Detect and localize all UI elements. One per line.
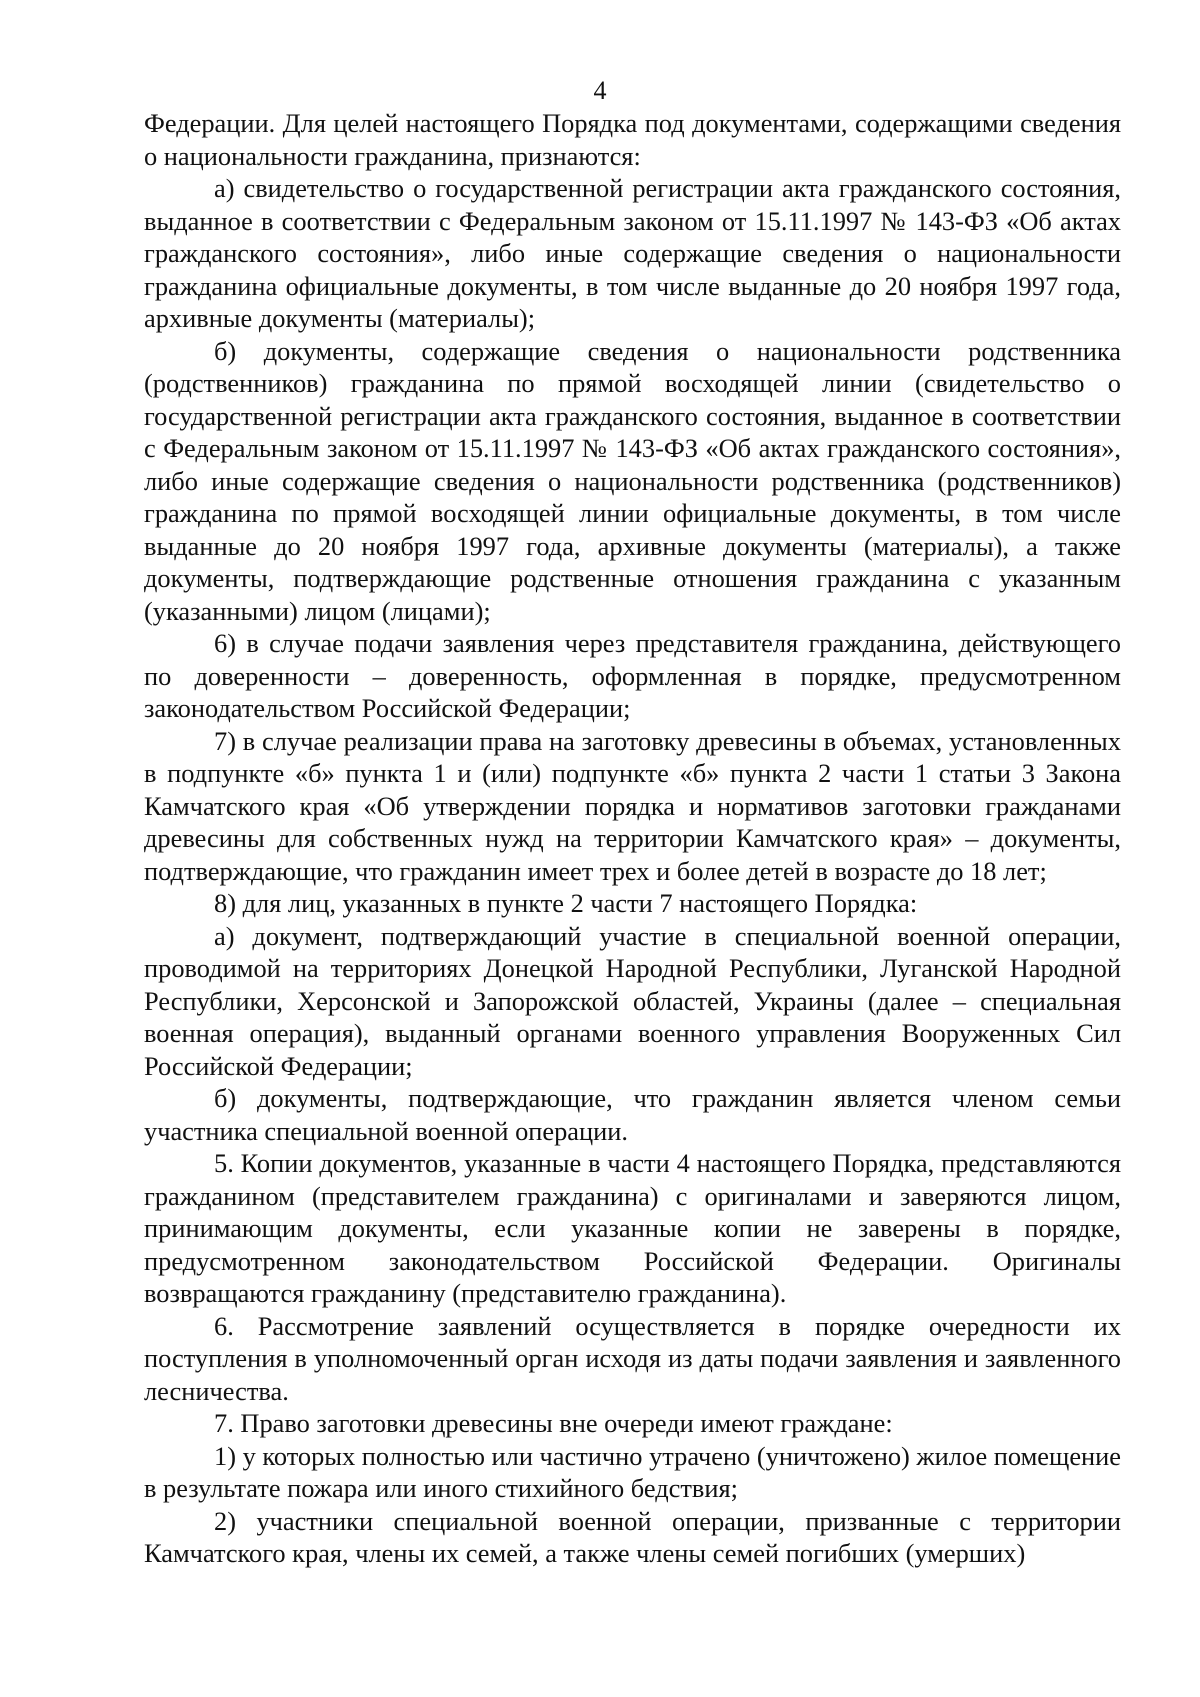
paragraph-subitem-a-birth-certificate: а) свидетельство о государственной регистрации акта гражданского состояния, выданное в соответствии с Федеральным законом от 15.11.1997 № 143-ФЗ «Об актах гражданского состояния», либо иные содержащие сведения о национальности гражданина официальные документы, в том числе выданные до 20 ноября 1997 года, архивные документы (материалы); [144, 173, 1121, 333]
paragraph-priority-item-2-svo-participants: 2) участники специальной военной операции, призванные с территории Камчатского края, члены их семей, а также члены семей погибших (умерших) [144, 1505, 1121, 1568]
paragraph-item-6-power-of-attorney: 6) в случае подачи заявления через представителя гражданина, действующего по доверенности – доверенность, оформленная в порядке, предусмотренном законодательством Российской Федерации; [144, 628, 1121, 723]
paragraph-item-7-large-family: 7) в случае реализации права на заготовку древесины в объемах, установленных в подпункте «б» пункта 1 и (или) подпункте «б» пункта 2 части 1 статьи 3 Закона Камчатского края «Об утверждении порядка и нормативов заготовки гражданами древесины для собственных нужд на территории Камчатского края» – документы, подтверждающие, что гражданин имеет трех и более детей в возрасте до 18 лет; [144, 725, 1121, 886]
paragraph-continuation: Федерации. Для целей настоящего Порядка под документами, содержащими сведения о национальности гражданина, признаются: [144, 108, 1121, 171]
paragraph-section-5-copies: 5. Копии документов, указанные в части 4 настоящего Порядка, представляются гражданином (представителем гражданина) с оригиналами и заверяются лицом, принимающим документы, если указанные копии не заверены в порядке, предусмотренном законодательством Российской Федерации. Оригиналы возвращаются гражданину (представителю гражданина). [144, 1148, 1121, 1308]
paragraph-item-8-svo-persons: 8) для лиц, указанных в пункте 2 части 7 настоящего Порядка: [214, 888, 918, 918]
paragraph-priority-item-1-lost-housing: 1) у которых полностью или частично утрачено (уничтожено) жилое помещение в результате пожара или иного стихийного бедствия; [144, 1440, 1121, 1503]
document-body [144, 107, 1121, 1570]
paragraph-subitem-a-svo-participation: а) документ, подтверждающий участие в специальной военной операции, проводимой на территориях Донецкой Народной Республики, Луганской Народной Республики, Херсонской и Запорожской областей, Украины (далее – специальная военная операция), выданный органами военного управления Вооруженных Сил Российской Федерации; [144, 920, 1121, 1081]
paragraph-section-7-priority-right: 7. Право заготовки древесины вне очереди имеют граждане: [214, 1408, 893, 1438]
paragraph-subitem-b-relatives-documents: б) документы, содержащие сведения о национальности родственника (родственников) гражданина по прямой восходящей линии (свидетельство о государственной регистрации акта гражданского состояния, выданное в соответствии с Федеральным законом от 15.11.1997 № 143-ФЗ «Об актах гражданского состояния», либо иные содержащие сведения о национальности родственника (родственников) гражданина по прямой восходящей линии официальные документы, в том числе выданные до 20 ноября 1997 года, архивные документы (материалы), а также документы, подтверждающие родственные отношения гражданина с указанным (указанными) лицом (лицами); [144, 335, 1121, 626]
page-number: 4 [593, 76, 607, 105]
paragraph-subitem-b-svo-family: б) документы, подтверждающие, что гражданин является членом семьи участника специальной военной операции. [144, 1083, 1121, 1146]
paragraph-section-6-review-order: 6. Рассмотрение заявлений осуществляется в порядке очередности их поступления в уполномоченный орган исходя из даты подачи заявления и заявленного лесничества. [144, 1310, 1121, 1406]
